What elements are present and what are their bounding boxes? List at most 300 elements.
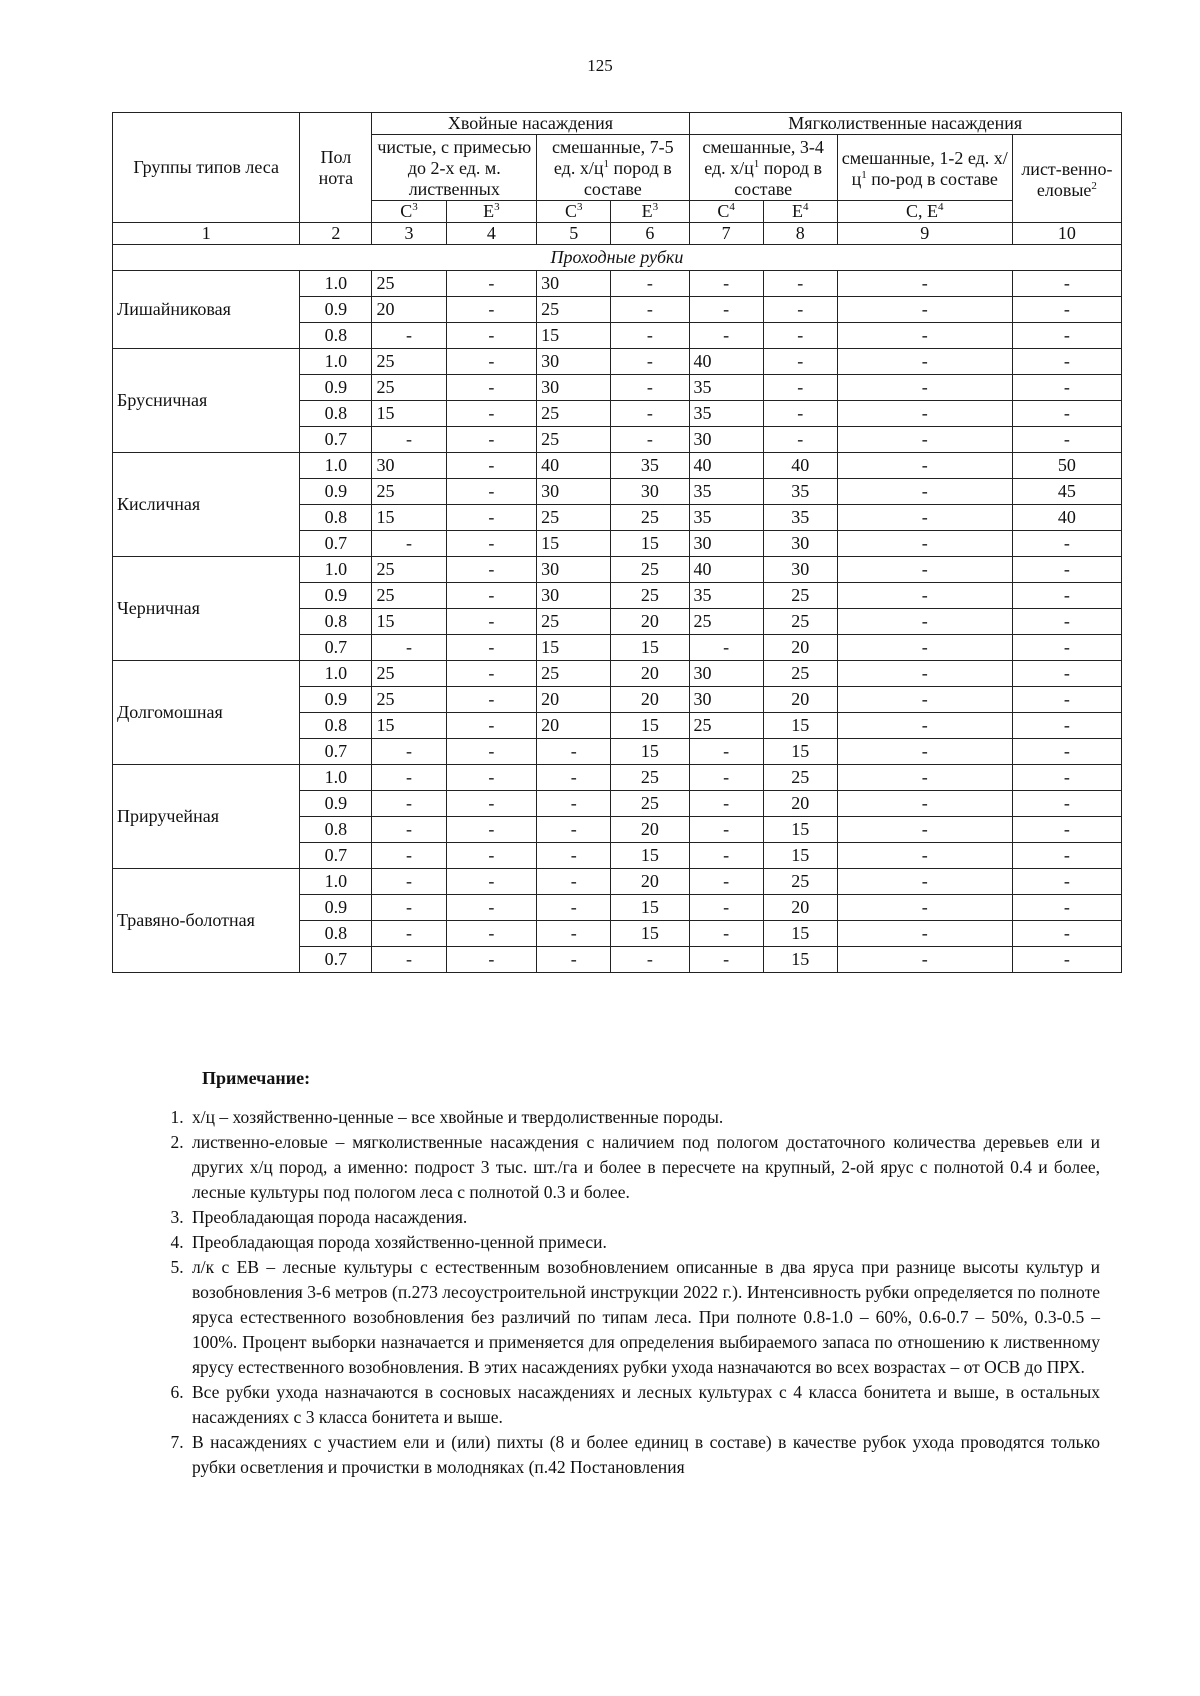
intensity-cell: - bbox=[611, 297, 689, 323]
intensity-cell: - bbox=[611, 375, 689, 401]
intensity-cell: 15 bbox=[611, 895, 689, 921]
column-number: 6 bbox=[611, 223, 689, 245]
intensity-cell: - bbox=[689, 947, 763, 973]
intensity-cell: - bbox=[763, 349, 837, 375]
intensity-cell: - bbox=[837, 583, 1012, 609]
intensity-cell: 25 bbox=[689, 609, 763, 635]
intensity-cell: 35 bbox=[689, 401, 763, 427]
intensity-cell: - bbox=[689, 895, 763, 921]
intensity-cell: - bbox=[372, 791, 446, 817]
intensity-cell: - bbox=[446, 323, 537, 349]
forest-type-group: Лишайниковая bbox=[113, 271, 300, 349]
note-item: 1. х/ц – хозяйственно-ценные – все хвойные и твердолиственные породы. bbox=[188, 1105, 1100, 1130]
header-species: $Е^3$ bbox=[611, 201, 689, 223]
header-subgroup: смешанные, 1-2 ед. $х/ц^1$ по-род в составе bbox=[837, 135, 1012, 201]
intensity-cell: 25 bbox=[372, 583, 446, 609]
table-row bbox=[113, 557, 1122, 583]
intensity-cell: - bbox=[1012, 661, 1121, 687]
intensity-cell: 35 bbox=[689, 375, 763, 401]
intensity-cell: 30 bbox=[689, 661, 763, 687]
density-cell: 0.8 bbox=[300, 609, 372, 635]
intensity-cell: 15 bbox=[763, 817, 837, 843]
header-species: $С^3$ bbox=[537, 201, 611, 223]
intensity-cell: 30 bbox=[689, 531, 763, 557]
intensity-cell: - bbox=[372, 817, 446, 843]
intensity-cell: - bbox=[446, 297, 537, 323]
intensity-cell: - bbox=[837, 323, 1012, 349]
density-cell: 1.0 bbox=[300, 869, 372, 895]
intensity-cell: 25 bbox=[537, 427, 611, 453]
column-number: 2 bbox=[300, 223, 372, 245]
notes-list bbox=[150, 1105, 1100, 1480]
intensity-cell: - bbox=[537, 765, 611, 791]
intensity-cell: 15 bbox=[763, 947, 837, 973]
intensity-cell: - bbox=[446, 947, 537, 973]
intensity-cell: - bbox=[446, 271, 537, 297]
column-number: 3 bbox=[372, 223, 446, 245]
intensity-cell: - bbox=[837, 453, 1012, 479]
intensity-cell: 35 bbox=[689, 505, 763, 531]
intensity-cell: - bbox=[689, 739, 763, 765]
column-number: 8 bbox=[763, 223, 837, 245]
intensity-cell: - bbox=[1012, 791, 1121, 817]
intensity-cell: - bbox=[1012, 869, 1121, 895]
density-cell: 0.8 bbox=[300, 817, 372, 843]
density-cell: 1.0 bbox=[300, 765, 372, 791]
intensity-cell: - bbox=[372, 895, 446, 921]
intensity-cell: - bbox=[372, 869, 446, 895]
note-item: 2. лиственно-еловые – мягколиственные насаждения с наличием под пологом достаточного количества деревьев ели и других х/ц пород, а именно: подрост 3 тыс. шт./га и более в пересчете на крупный, 2-ой ярус с полнотой 0.4 и более, лесные культуры под пологом леса с полнотой 0.3 и более. bbox=[188, 1130, 1100, 1205]
intensity-cell: - bbox=[837, 271, 1012, 297]
intensity-cell: - bbox=[446, 479, 537, 505]
intensity-cell: - bbox=[763, 297, 837, 323]
intensity-cell: - bbox=[446, 869, 537, 895]
intensity-cell: 40 bbox=[689, 349, 763, 375]
notes-title: Примечание: bbox=[202, 1068, 311, 1088]
intensity-cell: - bbox=[1012, 427, 1121, 453]
table-row bbox=[113, 765, 1122, 791]
intensity-cell: 15 bbox=[611, 635, 689, 661]
intensity-cell: 30 bbox=[372, 453, 446, 479]
intensity-cell: 15 bbox=[372, 505, 446, 531]
density-cell: 0.8 bbox=[300, 713, 372, 739]
intensity-cell: 20 bbox=[611, 661, 689, 687]
intensity-cell: - bbox=[837, 817, 1012, 843]
intensity-cell: - bbox=[837, 765, 1012, 791]
footnote-mark: 3 bbox=[652, 201, 659, 213]
intensity-cell: - bbox=[1012, 635, 1121, 661]
forest-type-group: Брусничная bbox=[113, 349, 300, 453]
intensity-cell: 15 bbox=[537, 635, 611, 661]
forest-type-group: Долгомошная bbox=[113, 661, 300, 765]
intensity-cell: 25 bbox=[372, 479, 446, 505]
header-subgroup: смешанные, 3-4 ед. $х/ц^1$ пород в составе bbox=[689, 135, 837, 201]
header-species: $С^3$ bbox=[372, 201, 446, 223]
table-row bbox=[113, 661, 1122, 687]
intensity-cell: - bbox=[537, 869, 611, 895]
intensity-cell: 20 bbox=[611, 817, 689, 843]
intensity-cell: - bbox=[446, 661, 537, 687]
density-cell: 0.9 bbox=[300, 687, 372, 713]
intensity-cell: - bbox=[537, 817, 611, 843]
intensity-cell: - bbox=[1012, 895, 1121, 921]
intensity-cell: - bbox=[372, 843, 446, 869]
intensity-cell: - bbox=[1012, 271, 1121, 297]
intensity-cell: 25 bbox=[372, 557, 446, 583]
intensity-cell: - bbox=[537, 921, 611, 947]
intensity-cell: 30 bbox=[537, 271, 611, 297]
intensity-cell: - bbox=[1012, 323, 1121, 349]
intensity-cell: 25 bbox=[537, 505, 611, 531]
header-group-types: Группы типов леса bbox=[113, 113, 300, 223]
column-number: 1 bbox=[113, 223, 300, 245]
intensity-cell: 25 bbox=[372, 271, 446, 297]
intensity-cell: 15 bbox=[763, 843, 837, 869]
intensity-cell: 25 bbox=[763, 609, 837, 635]
column-number: 10 bbox=[1012, 223, 1121, 245]
footnote-mark: 4 bbox=[729, 201, 735, 213]
footnote-mark: 4 bbox=[802, 201, 809, 213]
intensity-cell: - bbox=[837, 869, 1012, 895]
header-species: $Е^4$ bbox=[763, 201, 837, 223]
footnote-mark: 1 bbox=[753, 158, 760, 170]
footnote-mark: 2 bbox=[1091, 179, 1097, 192]
intensity-cell: - bbox=[1012, 609, 1121, 635]
density-cell: 0.8 bbox=[300, 323, 372, 349]
intensity-cell: - bbox=[372, 427, 446, 453]
note-item: 7. В насаждениях с участием ели и (или) пихты (8 и более единиц в составе) в качестве рубок ухода проводятся только рубки осветления и прочистки в молодняках (п.42 Постановления bbox=[188, 1430, 1100, 1480]
intensity-cell: 35 bbox=[689, 583, 763, 609]
intensity-cell: 25 bbox=[537, 401, 611, 427]
intensity-cell: - bbox=[689, 765, 763, 791]
intensity-cell: - bbox=[537, 791, 611, 817]
header-species: $С^4$ bbox=[689, 201, 763, 223]
thinning-intensity-table bbox=[112, 112, 1122, 973]
intensity-cell: - bbox=[1012, 349, 1121, 375]
intensity-cell: 25 bbox=[763, 869, 837, 895]
section-row bbox=[113, 245, 1122, 271]
intensity-cell: 20 bbox=[611, 609, 689, 635]
intensity-cell: 20 bbox=[763, 687, 837, 713]
intensity-cell: - bbox=[837, 687, 1012, 713]
intensity-cell: - bbox=[837, 739, 1012, 765]
density-cell: 1.0 bbox=[300, 661, 372, 687]
intensity-cell: 25 bbox=[537, 297, 611, 323]
intensity-cell: - bbox=[1012, 921, 1121, 947]
intensity-cell: - bbox=[837, 557, 1012, 583]
intensity-cell: - bbox=[446, 427, 537, 453]
intensity-cell: - bbox=[689, 271, 763, 297]
note-item: 5. л/к с ЕВ – лесные культуры с естественным возобновлением описанные в два яруса при разнице высоты культур и возобновления 3-6 метров (п.273 лесоустроительной инструкции 2022 г.). Интенсивность рубки определяется по полноте яруса естественного возобновления без различий по типам леса. При полноте 0.8-1.0 – 60%, 0.6-0.7 – 50%, 0.3-0.5 – 100%. Процент выборки назначается и применяется для определения выбираемого запаса по отношению к лиственному ярусу естественного возобновления. В этих насаждениях рубки ухода назначаются во всех возрастах – от ОСВ до ПРХ. bbox=[188, 1255, 1100, 1380]
intensity-cell: 15 bbox=[611, 713, 689, 739]
intensity-cell: 35 bbox=[689, 479, 763, 505]
density-cell: 0.9 bbox=[300, 297, 372, 323]
intensity-cell: - bbox=[372, 947, 446, 973]
intensity-cell: - bbox=[446, 557, 537, 583]
intensity-cell: 20 bbox=[611, 869, 689, 895]
intensity-cell: - bbox=[446, 375, 537, 401]
density-cell: 0.9 bbox=[300, 479, 372, 505]
table-row bbox=[113, 349, 1122, 375]
intensity-cell: 40 bbox=[689, 453, 763, 479]
column-number: 5 bbox=[537, 223, 611, 245]
density-cell: 0.8 bbox=[300, 921, 372, 947]
intensity-cell: - bbox=[1012, 765, 1121, 791]
section-title: Проходные рубки bbox=[113, 245, 1122, 271]
intensity-cell: 25 bbox=[537, 661, 611, 687]
note-item: 3. Преобладающая порода насаждения. bbox=[188, 1205, 1100, 1230]
intensity-cell: - bbox=[763, 271, 837, 297]
intensity-cell: - bbox=[446, 401, 537, 427]
intensity-cell: - bbox=[837, 921, 1012, 947]
intensity-cell: - bbox=[537, 947, 611, 973]
intensity-cell: - bbox=[1012, 401, 1121, 427]
intensity-cell: - bbox=[1012, 557, 1121, 583]
intensity-cell: - bbox=[372, 739, 446, 765]
intensity-cell: - bbox=[837, 947, 1012, 973]
intensity-cell: 35 bbox=[611, 453, 689, 479]
intensity-cell: - bbox=[837, 505, 1012, 531]
intensity-cell: 25 bbox=[611, 583, 689, 609]
intensity-cell: - bbox=[689, 869, 763, 895]
intensity-cell: - bbox=[446, 583, 537, 609]
density-cell: 0.8 bbox=[300, 401, 372, 427]
intensity-cell: - bbox=[611, 271, 689, 297]
intensity-cell: - bbox=[611, 947, 689, 973]
intensity-cell: 40 bbox=[763, 453, 837, 479]
density-cell: 0.7 bbox=[300, 947, 372, 973]
intensity-cell: 30 bbox=[689, 687, 763, 713]
table-body bbox=[113, 245, 1122, 973]
intensity-cell: - bbox=[763, 375, 837, 401]
note-item: 6. Все рубки ухода назначаются в сосновых насаждениях и лесных культурах с 4 класса бонитета и выше, в остальных насаждениях с 3 класса бонитета и выше. bbox=[188, 1380, 1100, 1430]
intensity-cell: 15 bbox=[372, 713, 446, 739]
density-cell: 1.0 bbox=[300, 271, 372, 297]
intensity-cell: 15 bbox=[611, 739, 689, 765]
footnote-mark: 1 bbox=[861, 168, 867, 181]
intensity-cell: - bbox=[537, 843, 611, 869]
density-cell: 0.7 bbox=[300, 635, 372, 661]
intensity-cell: - bbox=[837, 349, 1012, 375]
density-cell: 0.7 bbox=[300, 843, 372, 869]
intensity-cell: - bbox=[689, 791, 763, 817]
intensity-cell: - bbox=[446, 739, 537, 765]
intensity-cell: 30 bbox=[611, 479, 689, 505]
header-subgroup: чистые, с примесью до 2-х ед. м. лиственных bbox=[372, 135, 537, 201]
intensity-cell: - bbox=[446, 531, 537, 557]
footnote-mark: 3 bbox=[576, 201, 583, 213]
forest-type-group: Кисличная bbox=[113, 453, 300, 557]
density-cell: 0.7 bbox=[300, 739, 372, 765]
intensity-cell: - bbox=[446, 609, 537, 635]
header-species: С, $Е^4$ bbox=[837, 201, 1012, 223]
intensity-cell: - bbox=[1012, 817, 1121, 843]
intensity-cell: - bbox=[837, 713, 1012, 739]
intensity-cell: - bbox=[372, 921, 446, 947]
intensity-cell: 30 bbox=[689, 427, 763, 453]
intensity-cell: - bbox=[446, 895, 537, 921]
footnote-mark: 3 bbox=[412, 201, 418, 213]
table-row bbox=[113, 271, 1122, 297]
density-cell: 1.0 bbox=[300, 557, 372, 583]
density-cell: 1.0 bbox=[300, 349, 372, 375]
intensity-cell: 25 bbox=[763, 765, 837, 791]
intensity-cell: 25 bbox=[689, 713, 763, 739]
header-species: $Е^3$ bbox=[446, 201, 537, 223]
intensity-cell: 25 bbox=[611, 557, 689, 583]
intensity-cell: - bbox=[1012, 843, 1121, 869]
intensity-cell: - bbox=[446, 687, 537, 713]
density-cell: 0.8 bbox=[300, 505, 372, 531]
intensity-cell: - bbox=[446, 817, 537, 843]
intensity-cell: 15 bbox=[611, 531, 689, 557]
intensity-cell: - bbox=[837, 401, 1012, 427]
intensity-cell: - bbox=[1012, 375, 1121, 401]
intensity-cell: 25 bbox=[611, 791, 689, 817]
intensity-cell: - bbox=[537, 739, 611, 765]
intensity-cell: 30 bbox=[537, 349, 611, 375]
intensity-cell: - bbox=[689, 921, 763, 947]
intensity-cell: - bbox=[1012, 583, 1121, 609]
intensity-cell: 20 bbox=[763, 791, 837, 817]
intensity-cell: - bbox=[837, 791, 1012, 817]
intensity-cell: - bbox=[763, 401, 837, 427]
intensity-cell: - bbox=[1012, 739, 1121, 765]
notes-section bbox=[150, 1066, 1100, 1480]
intensity-cell: - bbox=[837, 661, 1012, 687]
intensity-cell: 45 bbox=[1012, 479, 1121, 505]
density-cell: 0.9 bbox=[300, 895, 372, 921]
intensity-cell: - bbox=[1012, 713, 1121, 739]
intensity-cell: - bbox=[837, 375, 1012, 401]
intensity-cell: 35 bbox=[763, 479, 837, 505]
intensity-cell: - bbox=[611, 427, 689, 453]
header-conifer: Хвойные насаждения bbox=[372, 113, 689, 135]
intensity-cell: 40 bbox=[689, 557, 763, 583]
intensity-cell: - bbox=[1012, 297, 1121, 323]
intensity-cell: 25 bbox=[537, 609, 611, 635]
intensity-cell: 15 bbox=[611, 843, 689, 869]
intensity-cell: 25 bbox=[372, 375, 446, 401]
intensity-cell: - bbox=[689, 297, 763, 323]
intensity-cell: - bbox=[372, 531, 446, 557]
intensity-cell: - bbox=[1012, 687, 1121, 713]
intensity-cell: - bbox=[837, 843, 1012, 869]
intensity-cell: - bbox=[372, 323, 446, 349]
intensity-cell: 40 bbox=[1012, 505, 1121, 531]
intensity-cell: - bbox=[837, 297, 1012, 323]
intensity-cell: - bbox=[446, 765, 537, 791]
intensity-cell: - bbox=[372, 635, 446, 661]
intensity-cell: - bbox=[689, 635, 763, 661]
intensity-cell: - bbox=[837, 635, 1012, 661]
page-number: 125 bbox=[587, 56, 613, 75]
header-density: Пол нота bbox=[300, 113, 372, 223]
table-header bbox=[113, 113, 1122, 245]
intensity-cell: 20 bbox=[611, 687, 689, 713]
intensity-cell: 40 bbox=[537, 453, 611, 479]
header-subgroup: смешанные, 7-5 ед. $х/ц^1$ пород в составе bbox=[537, 135, 689, 201]
intensity-cell: - bbox=[837, 427, 1012, 453]
intensity-cell: - bbox=[689, 323, 763, 349]
intensity-cell: - bbox=[446, 505, 537, 531]
intensity-cell: - bbox=[1012, 947, 1121, 973]
density-cell: 0.9 bbox=[300, 791, 372, 817]
intensity-cell: 30 bbox=[537, 583, 611, 609]
intensity-cell: 20 bbox=[763, 895, 837, 921]
intensity-cell: 15 bbox=[763, 713, 837, 739]
intensity-cell: - bbox=[689, 817, 763, 843]
intensity-cell: - bbox=[1012, 531, 1121, 557]
footnote-mark: 1 bbox=[603, 158, 609, 170]
intensity-cell: 30 bbox=[537, 375, 611, 401]
intensity-cell: - bbox=[837, 531, 1012, 557]
intensity-cell: 50 bbox=[1012, 453, 1121, 479]
intensity-cell: 15 bbox=[763, 921, 837, 947]
header-softleaf: Мягколиственные насаждения bbox=[689, 113, 1121, 135]
intensity-cell: 20 bbox=[763, 635, 837, 661]
footnote-mark: 3 bbox=[494, 201, 500, 213]
intensity-cell: 25 bbox=[611, 505, 689, 531]
density-cell: 0.9 bbox=[300, 583, 372, 609]
intensity-cell: 20 bbox=[537, 687, 611, 713]
intensity-cell: 15 bbox=[372, 401, 446, 427]
intensity-cell: 25 bbox=[763, 661, 837, 687]
intensity-cell: 20 bbox=[537, 713, 611, 739]
intensity-cell: 35 bbox=[763, 505, 837, 531]
header-subgroup: лист-венно-еловые$^2$ bbox=[1012, 135, 1121, 223]
density-cell: 0.7 bbox=[300, 427, 372, 453]
forest-type-group: Травяно-болотная bbox=[113, 869, 300, 973]
intensity-cell: 25 bbox=[763, 583, 837, 609]
forest-type-group: Черничная bbox=[113, 557, 300, 661]
intensity-cell: 30 bbox=[537, 479, 611, 505]
intensity-cell: 20 bbox=[372, 297, 446, 323]
intensity-cell: 15 bbox=[537, 323, 611, 349]
intensity-cell: 30 bbox=[763, 531, 837, 557]
intensity-cell: 15 bbox=[372, 609, 446, 635]
intensity-cell: - bbox=[446, 791, 537, 817]
intensity-cell: 15 bbox=[611, 921, 689, 947]
intensity-cell: - bbox=[446, 843, 537, 869]
density-cell: 1.0 bbox=[300, 453, 372, 479]
intensity-cell: - bbox=[446, 921, 537, 947]
intensity-cell: - bbox=[611, 349, 689, 375]
intensity-cell: 25 bbox=[611, 765, 689, 791]
intensity-cell: - bbox=[763, 323, 837, 349]
table-row bbox=[113, 869, 1122, 895]
density-cell: 0.9 bbox=[300, 375, 372, 401]
intensity-cell: - bbox=[446, 713, 537, 739]
intensity-cell: - bbox=[837, 895, 1012, 921]
intensity-cell: - bbox=[837, 479, 1012, 505]
intensity-cell: - bbox=[611, 401, 689, 427]
intensity-cell: - bbox=[446, 349, 537, 375]
intensity-cell: - bbox=[611, 323, 689, 349]
intensity-cell: - bbox=[446, 635, 537, 661]
intensity-cell: - bbox=[446, 453, 537, 479]
intensity-cell: 15 bbox=[763, 739, 837, 765]
intensity-cell: - bbox=[537, 895, 611, 921]
table-row bbox=[113, 453, 1122, 479]
note-item: 4. Преобладающая порода хозяйственно-ценной примеси. bbox=[188, 1230, 1100, 1255]
intensity-cell: 30 bbox=[763, 557, 837, 583]
footnote-mark: 4 bbox=[938, 201, 944, 213]
intensity-cell: 25 bbox=[372, 661, 446, 687]
intensity-cell: 25 bbox=[372, 687, 446, 713]
intensity-cell: - bbox=[372, 765, 446, 791]
intensity-cell: 25 bbox=[372, 349, 446, 375]
